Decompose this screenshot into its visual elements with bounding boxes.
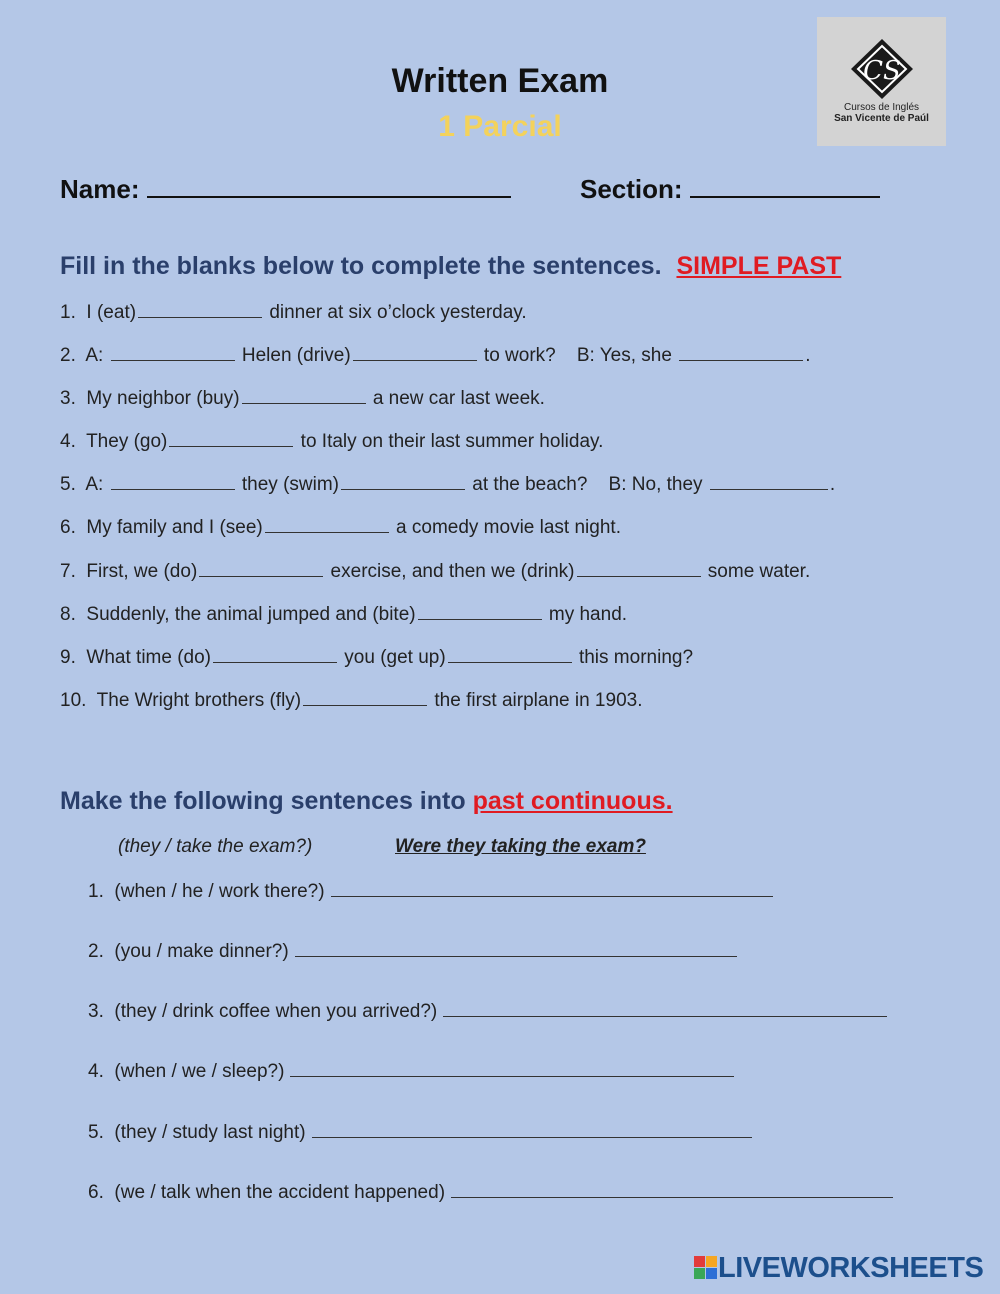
item-text: The Wright brothers (fly) (96, 690, 302, 711)
list-item (60, 516, 621, 539)
section2-heading (60, 787, 673, 816)
item-text: this morning? (573, 647, 694, 668)
item-number: 2. (60, 345, 76, 366)
item-number: 6. (88, 1182, 104, 1203)
item-text: exercise, and then we (drink) (325, 561, 575, 582)
section-input-line[interactable] (690, 176, 880, 198)
answer-blank[interactable] (199, 560, 323, 577)
list-item (60, 603, 627, 626)
item-number: 7. (60, 561, 76, 582)
item-text: Helen (drive) (236, 345, 351, 366)
item-text: . (829, 474, 836, 495)
answer-blank[interactable] (341, 473, 465, 490)
page-title: Written Exam (391, 62, 609, 100)
item-number: 2. (88, 941, 104, 962)
item-text: the first airplane in 1903. (429, 690, 643, 711)
item-text: to Italy on their last summer holiday. (295, 431, 604, 452)
answer-blank[interactable] (679, 344, 803, 361)
logo-text-line2: San Vicente de Paúl (834, 113, 929, 124)
answer-blank[interactable] (138, 301, 262, 318)
item-prompt: (they / study last night) (114, 1122, 306, 1143)
item-text: dinner at six o’clock yesterday. (264, 302, 527, 323)
brand-name: LIVEWORKSHEETS (718, 1252, 984, 1284)
example-prompt: (they / take the exam?) (118, 836, 313, 857)
item-text: some water. (702, 561, 811, 582)
answer-line[interactable] (451, 1181, 893, 1198)
list-item (88, 1000, 887, 1023)
answer-blank[interactable] (265, 516, 389, 533)
school-emblem-icon (847, 37, 917, 101)
item-number: 1. (60, 302, 76, 323)
item-text: they (swim) (236, 474, 340, 495)
answer-line[interactable] (331, 880, 773, 897)
item-number: 1. (88, 881, 104, 902)
item-number: 9. (60, 647, 76, 668)
section-label: Section: (580, 174, 683, 204)
list-item (88, 1060, 734, 1083)
school-logo (817, 17, 946, 146)
item-text: Suddenly, the animal jumped and (bite) (86, 604, 416, 625)
answer-line[interactable] (295, 940, 737, 957)
item-text: I (eat) (86, 302, 137, 323)
item-number: 3. (88, 1001, 104, 1022)
item-number: 3. (60, 388, 76, 409)
list-item (88, 880, 773, 903)
item-number: 6. (60, 517, 76, 538)
answer-line[interactable] (290, 1060, 734, 1077)
item-prompt: (we / talk when the accident happened) (114, 1182, 446, 1203)
answer-blank[interactable] (111, 473, 235, 490)
answer-blank[interactable] (303, 689, 427, 706)
item-prompt: (they / drink coffee when you arrived?) (114, 1001, 438, 1022)
section2-instruction: Make the following sentences into (60, 787, 466, 815)
answer-blank[interactable] (448, 646, 572, 663)
section1-instruction: Fill in the blanks below to complete the sentences. (60, 252, 662, 280)
list-item (60, 689, 642, 712)
item-text: a comedy movie last night. (390, 517, 621, 538)
item-text: my hand. (543, 604, 628, 625)
name-field (60, 174, 511, 205)
name-label: Name: (60, 174, 140, 204)
list-item (88, 1181, 893, 1204)
list-item (60, 301, 527, 324)
answer-blank[interactable] (242, 387, 366, 404)
item-text: A: (85, 474, 109, 495)
answer-blank[interactable] (353, 344, 477, 361)
item-number: 10. (60, 690, 87, 711)
item-number: 5. (60, 474, 76, 495)
item-number: 4. (60, 431, 76, 452)
item-text: to work? B: Yes, she (478, 345, 678, 366)
item-number: 8. (60, 604, 76, 625)
section-field (580, 174, 880, 205)
logo-text-line1: Cursos de Inglés (843, 102, 920, 113)
item-text: A: (85, 345, 109, 366)
item-number: 4. (88, 1061, 104, 1082)
item-number: 5. (88, 1122, 104, 1143)
answer-blank[interactable] (111, 344, 235, 361)
brand-logo-icon (694, 1256, 718, 1280)
list-item (60, 387, 545, 410)
name-input-line[interactable] (147, 176, 511, 198)
item-text: They (go) (86, 431, 168, 452)
section2-topic: past continuous. (472, 787, 673, 815)
section1-topic: SIMPLE PAST (676, 252, 842, 280)
item-text: you (get up) (339, 647, 446, 668)
page-subtitle: 1 Parcial (438, 110, 562, 143)
item-prompt: (when / we / sleep?) (114, 1061, 285, 1082)
answer-blank[interactable] (710, 473, 828, 490)
answer-line[interactable] (443, 1000, 887, 1017)
item-prompt: (when / he / work there?) (114, 881, 325, 902)
answer-blank[interactable] (577, 560, 701, 577)
item-text: a new car last week. (367, 388, 545, 409)
list-item (88, 940, 737, 963)
list-item (60, 646, 693, 669)
answer-blank[interactable] (169, 430, 293, 447)
example-answer: Were they taking the exam? (395, 836, 646, 857)
item-text: My family and I (see) (86, 517, 263, 538)
section1-heading (60, 252, 841, 281)
answer-blank[interactable] (418, 603, 542, 620)
list-item (88, 1121, 752, 1144)
item-text: My neighbor (buy) (86, 388, 240, 409)
item-prompt: (you / make dinner?) (114, 941, 289, 962)
item-text: . (805, 345, 811, 366)
list-item (60, 430, 603, 453)
answer-line[interactable] (312, 1121, 752, 1138)
list-item (60, 560, 810, 583)
list-item (60, 344, 811, 367)
answer-blank[interactable] (213, 646, 337, 663)
item-text: What time (do) (86, 647, 212, 668)
svg-text:CS: CS (863, 56, 901, 86)
item-text: First, we (do) (86, 561, 198, 582)
item-text: at the beach? B: No, they (467, 474, 708, 495)
list-item (60, 473, 835, 496)
